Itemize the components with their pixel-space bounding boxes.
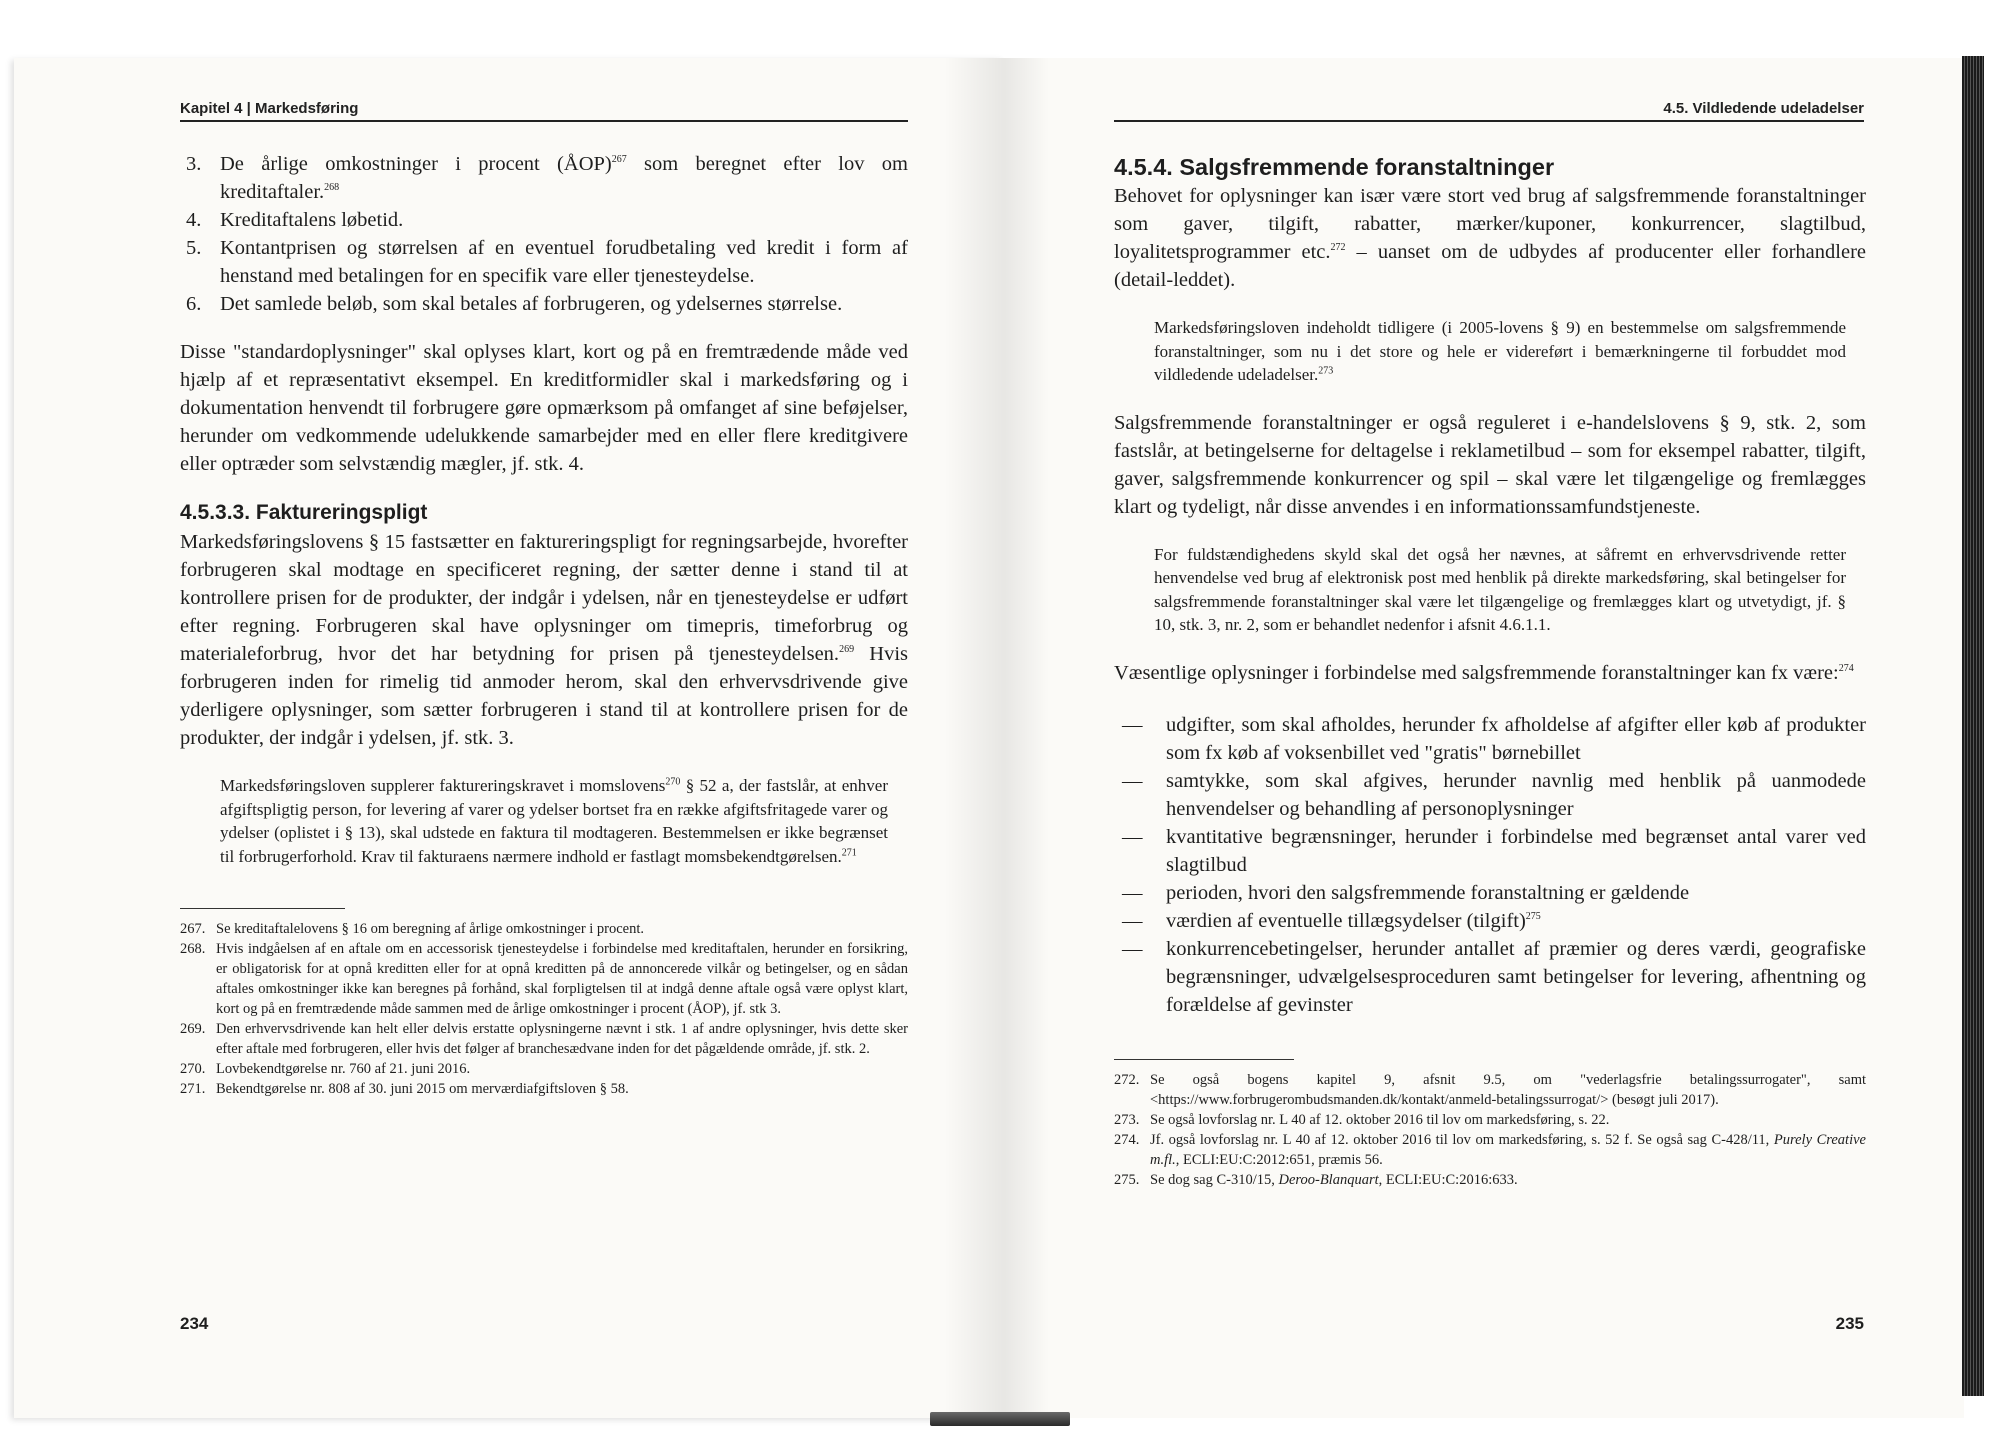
footnotes bbox=[1114, 1070, 1866, 1190]
page-number-left: 234 bbox=[180, 1314, 209, 1333]
footnote: 271. Bekendtgørelse nr. 808 af 30. juni 2015 om merværdiafgiftsloven § 58. bbox=[180, 1081, 629, 1097]
footnote: 268. Hvis indgåelsen af en aftale om en accessorisk tjenesteydelse i forbindelse med kreditaftalen, herunder en forsikring, er obligatorisk for at opnå kreditten eller for at opnå kreditten på de annoncerede vilkår og betingelser, og en sådan aftales omkostninger ikke kan beregnes på forhånd, skal forpligtelsen til at indgå denne aftale også være oplyst klart, kort og på en fremtrædende måde sammen med de årlige omkostninger i procent (ÅOP), jf. stk 3. bbox=[180, 941, 908, 1017]
footnote-rule bbox=[180, 908, 345, 909]
footnote-ref: 273 bbox=[1318, 365, 1334, 377]
footnote: 270. Lovbekendtgørelse nr. 760 af 21. juni 2016. bbox=[180, 1061, 471, 1077]
running-head-right: 4.5. Vildledende udeladelser bbox=[1663, 100, 1864, 117]
footnote-ref: 272 bbox=[1330, 242, 1346, 254]
gutter-shadow bbox=[1004, 58, 1049, 1418]
book-page-edges bbox=[1962, 56, 1984, 1396]
right-page-content bbox=[1114, 152, 1866, 1190]
left-page-content bbox=[180, 150, 908, 1099]
paragraph: Disse "standardoplysninger" skal oplyses klart, kort og på en fremtrædende måde ved hjælp af et repræsentativt eksempel. En kreditformidler skal i markedsføring og i dokumentation henvendt til forbrugere gøre opmærksom på omfanget af sine beføjelser, herunder om vedkommende udelukkende samarbejder med en eller flere kreditgivere eller optræder som selvstændig mægler, jf. stk. 4. bbox=[180, 341, 908, 475]
right-page bbox=[1004, 58, 1964, 1418]
footnote: 272. Se også bogens kapitel 9, afsnit 9.5, om "vederlagsfrie betalingssurrogater", samt <https://www.forbrugerombudsmanden.dk/kontakt/anmeld-betalingssurrogat/> (besøgt juli 2017). bbox=[1114, 1071, 1866, 1108]
footnote-ref: 275 bbox=[1525, 910, 1541, 922]
dash-list bbox=[1114, 711, 1866, 1019]
list-item: — udgifter, som skal afholdes, herunder fx afholdelse af afgifter eller køb af produkter som fx køb af voksenbillet ved "gratis" børnebillet bbox=[1122, 713, 1866, 764]
list-item: — samtykke, som skal afgives, herunder navnlig med henblik på uanmodede henvendelser og behandling af personoplysninger bbox=[1122, 769, 1866, 820]
list-item: 4. Kreditaftalens løbetid. bbox=[186, 209, 404, 231]
footnote-ref: 271 bbox=[841, 846, 857, 858]
paragraph: Væsentlige oplysninger i forbindelse med salgsfremmende foranstaltninger kan fx være:$^{274}$ bbox=[1114, 661, 1854, 684]
footnote: 275. Se dog sag C-310/15, Deroo-Blanquart, ECLI:EU:C:2016:633. bbox=[1114, 1171, 1518, 1188]
footnote-rule bbox=[1114, 1059, 1294, 1060]
footnote-ref: 268 bbox=[324, 182, 340, 194]
footnotes bbox=[180, 919, 908, 1099]
list-item: 6. Det samlede beløb, som skal betales af forbrugeren, og ydelsernes størrelse. bbox=[186, 293, 843, 315]
footnote-ref: 267 bbox=[611, 154, 627, 166]
footnote: 274. Jf. også lovforslag nr. L 40 af 12. oktober 2016 til lov om markedsføring, s. 52 f. Se også sag C-428/11, Purely Creative m.fl., ECLI:EU:C:2012:651, præmis 56. bbox=[1114, 1131, 1866, 1168]
footnote: 273. Se også lovforslag nr. L 40 af 12. oktober 2016 til lov om markedsføring, s. 22. bbox=[1114, 1111, 1610, 1128]
footnote-ref: 269 bbox=[839, 644, 855, 656]
list-item: 5. Kontantprisen og størrelsen af en eventuel forudbetaling ved kredit i form af henstand med betalingen for en specifik vare eller tjenesteydelse. bbox=[186, 237, 908, 287]
numbered-list bbox=[180, 150, 908, 318]
footnote-ref: 274 bbox=[1838, 662, 1854, 674]
book-spine bbox=[930, 1412, 1070, 1426]
indented-note: Markedsføringsloven supplerer faktureringskravet i momslovens$^{270}$ § 52 a, der fastslår, at enhver afgiftspligtig person, for levering af varer og ydelser bortset fra en række afgiftsfritagede varer og ydelser (oplistet i § 13), skal udstede en faktura til modtageren. Bestemmelsen er ikke begrænset til forbrugerforhold. Krav til fakturaens nærmere indhold er fastlagt momsbekendtgørelsen.$^{271}$ bbox=[220, 776, 888, 866]
left-page bbox=[14, 58, 1004, 1418]
paragraph: Markedsføringslovens § 15 fastsætter en faktureringspligt for regningsarbejde, hvorefter forbrugeren skal modtage en specificeret regning, der sætter denne i stand til at kontrollere prisen for de produkter, der indgår i ydelsen, når en tjenesteydelse er udført efter regning. Forbrugeren skal have oplysninger om timepris, timeforbrug og materialeforbrug, hvor det har betydning for prisen på tjenesteydelsen.$^{269}$ Hvis forbrugeren inden for rimelig tid anmoder herom, skal den erhvervsdrivende give yderligere oplysninger, som sætter forbrugeren i stand til at kontrollere prisen for de produkter, der indgår i ydelsen, jf. stk. 3. bbox=[180, 531, 909, 749]
section-heading: 4.5.3.3. Faktureringspligt bbox=[180, 501, 428, 524]
running-head-left: Kapitel 4 | Markedsføring bbox=[180, 100, 359, 117]
section-heading: 4.5.4. Salgsfremmende foranstaltninger bbox=[1114, 154, 1555, 180]
list-item: — konkurrencebetingelser, herunder antallet af præmier og deres værdi, geografiske begrænsninger, udvælgelsesproceduren samt betingelser for levering, afhentning og forældelse af gevinster bbox=[1122, 937, 1866, 1016]
page-number-right: 235 bbox=[1835, 1314, 1864, 1333]
header-rule bbox=[180, 120, 908, 122]
footnote: 269. Den erhvervsdrivende kan helt eller delvis erstatte oplysningerne nævnt i stk. 1 af andre oplysninger, hvis dette sker efter aftale med forbrugeren, eller hvis det følger af branchesædvane inden for det pågældende område, jf. stk. 2. bbox=[180, 1021, 908, 1057]
indented-note: Markedsføringsloven indeholdt tidligere (i 2005-lovens § 9) en bestemmelse om salgsfremmende foranstaltninger, som nu i det store og hele er videreført i bemærkningerne til forbuddet mod vildledende udeladelser.$^{273}$ bbox=[1154, 318, 1846, 384]
list-item: — perioden, hvori den salgsfremmende foranstaltning er gældende bbox=[1122, 881, 1690, 904]
footnote-ref: 270 bbox=[665, 776, 681, 788]
header-rule bbox=[1114, 120, 1864, 122]
paragraph: Salgsfremmende foranstaltninger er også reguleret i e-handelslovens § 9, stk. 2, som fastslår, at betingelserne for deltagelse i reklametilbud – som for eksempel rabatter, tilgift, gaver, salgsfremmende konkurrencer og spil – skal være let tilgængelige og fremlægges klart og tydeligt, når disse anvendes i en informationssamfundstjeneste. bbox=[1114, 411, 1866, 518]
list-item: — kvantitative begrænsninger, herunder i forbindelse med begrænset antal varer ved slagtilbud bbox=[1122, 825, 1866, 876]
gutter-shadow bbox=[944, 58, 1004, 1418]
footnote: 267. Se kreditaftalelovens § 16 om beregning af årlige omkostninger i procent. bbox=[180, 921, 645, 937]
indented-note: For fuldstændighedens skyld skal det også her nævnes, at såfremt en erhvervsdrivende retter henvendelse ved brug af elektronisk post med henblik på direkte markedsføring, skal betingelser for salgsfremmende foranstaltninger skal være let tilgængelige og fremlægges klart og utvetydigt, jf. § 10, stk. 3, nr. 2, som er behandlet nedenfor i afsnit 4.6.1.1. bbox=[1154, 544, 1846, 634]
paragraph: Behovet for oplysninger kan især være stort ved brug af salgsfremmende foranstaltninger som gaver, tilgift, rabatter, mærker/kuponer, konkurrencer, slagtilbud, loyalitetsprogrammer etc.$^{272}$ – uanset om de udbydes af producenter eller forhandlere (detail-leddet). bbox=[1114, 185, 1866, 291]
list-item: — værdien af eventuelle tillægsydelser (tilgift)$^{275}$ bbox=[1122, 909, 1541, 932]
list-item: 3. De årlige omkostninger i procent (ÅOP)$^{267}$ som beregnet efter lov om kreditaftaler.$^{268}$ bbox=[186, 153, 909, 203]
